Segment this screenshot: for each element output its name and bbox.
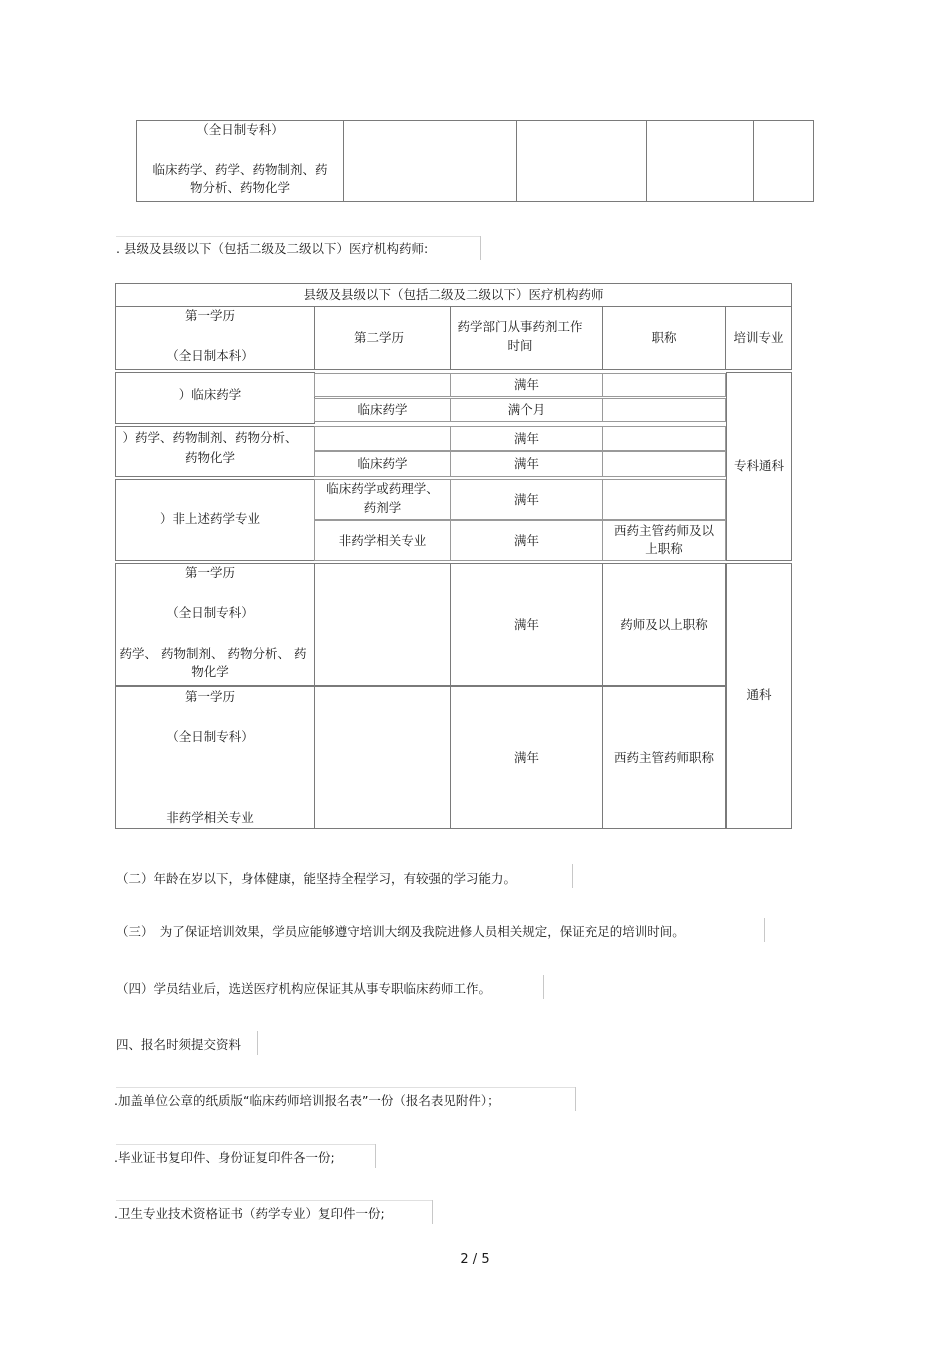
group3-r1-second-l1: 临床药学或药理学、 [326,481,439,496]
i1-underline [116,1087,576,1088]
i2-divider [375,1144,376,1168]
main-table-title: 县级及县级以下（包括二级及二级以下）医疗机构药师 [303,287,604,302]
group2-first-degree-l1: ）药学、药物制剂、药物分析、 [122,430,298,445]
group5-first-degree-l1: 第一学历 [184,689,235,704]
group4-first-degree-l4: 物化学 [191,664,229,679]
group3-r2-time: 满年 [513,532,539,548]
group4-rank: 药师及以上职称 [620,616,708,632]
heading-underline [116,236,480,237]
group5-time: 满年 [513,749,539,765]
submission-item-3: .卫生专业技术资格证书（药学专业）复印件一份; [114,1206,385,1221]
i3-divider [432,1200,433,1224]
group1-first-degree: ）临床药学 [178,387,242,402]
group2-r1-second [314,426,451,451]
group5-second [314,686,451,829]
top-table-text-1: （全日制专科） [196,122,284,137]
group5-first-degree-l3: 非药学相关专业 [166,810,254,825]
group1-r2-time: 满个月 [507,402,546,417]
header-work-time-l1: 药学部门从事药剂工作 [457,319,583,334]
training-specialty: 专科通科 [733,457,784,473]
section-four-heading: 四、报名时须提交资料 [116,1037,242,1052]
group1-r1-time: 满年 [513,377,539,392]
p4-divider [543,975,544,999]
group2-r2-second: 临床药学 [357,456,408,471]
page-number: 2 / 5 [460,1252,490,1267]
group2-r2-time: 满年 [513,456,539,471]
group2-r1-time: 满年 [513,430,539,446]
group4-first-degree-l1: 第一学历 [184,565,235,580]
group2-r1-rank [602,426,726,451]
group4-second [314,563,451,686]
group1-r1-second [314,373,451,397]
top-table-cell-5 [753,120,814,202]
group1-r2-second: 临床药学 [357,402,408,417]
top-table-text-2: 临床药学、药学、药物制剂、药 [152,162,328,177]
requirement-discipline: （三） 为了保证培训效果，学员应能够遵守培训大纲及我院进修人员相关规定，保证充足的培训时间。 [116,924,685,939]
group3-r2-second: 非药学相关专业 [338,532,427,548]
group4-first-degree-l3: 药学、 药物制剂、 药物分析、 药 [119,646,307,661]
i2-underline [116,1144,376,1145]
group3-r1-time: 满年 [513,491,539,507]
header-work-time-l2: 时间 [507,338,533,353]
group5-first-degree-l2: （全日制专科） [166,729,254,744]
header-training-major: 培训专业 [733,330,784,345]
p3-divider [764,918,765,942]
group1-r2-rank [602,398,726,422]
group5-rank: 西药主管药师职称 [613,749,714,765]
s4-divider [257,1031,258,1055]
group3-r1-rank [602,479,726,520]
header-first-degree-l1: 第一学历 [184,308,235,323]
top-table-cell-3 [516,120,647,202]
submission-item-2: .毕业证书复印件、身份证复印件各一份; [114,1150,335,1165]
section-heading: . 县级及县级以下（包括二级及二级以下）医疗机构药师: [116,241,429,256]
group3-r2-rank-l2: 上职称 [645,541,683,556]
i3-underline [116,1200,432,1201]
header-first-degree-l2: （全日制本科） [166,348,254,363]
i1-divider [575,1087,576,1111]
group3-first-degree: ）非上述药学专业 [159,511,260,526]
heading-divider [480,236,481,260]
training-general: 通科 [746,687,772,702]
group3-r1-second-l2: 药剂学 [363,500,402,515]
requirement-age: （二）年龄在岁以下，身体健康，能坚持全程学习，有较强的学习能力。 [116,871,517,886]
group2-r2-rank [602,451,726,477]
submission-item-1: .加盖单位公章的纸质版“临床药师培训报名表”一份（报名表见附件）； [114,1093,500,1108]
top-table-text-3: 物分析、药物化学 [189,180,290,195]
group1-r1-rank [602,373,726,397]
header-second-degree: 第二学历 [353,330,404,345]
requirement-post-training: （四）学员结业后，选送医疗机构应保证其从事专职临床药师工作。 [116,981,492,996]
group3-r2-rank-l1: 西药主管药师及以 [613,523,714,538]
group4-first-degree-l2: （全日制专科） [166,605,254,620]
group2-first-degree-l2: 药物化学 [184,450,235,465]
header-title-rank: 职称 [651,330,677,345]
p2-divider [572,864,573,888]
group4-time: 满年 [513,616,539,632]
top-table-cell-4 [646,120,754,202]
top-table-cell-2 [343,120,517,202]
